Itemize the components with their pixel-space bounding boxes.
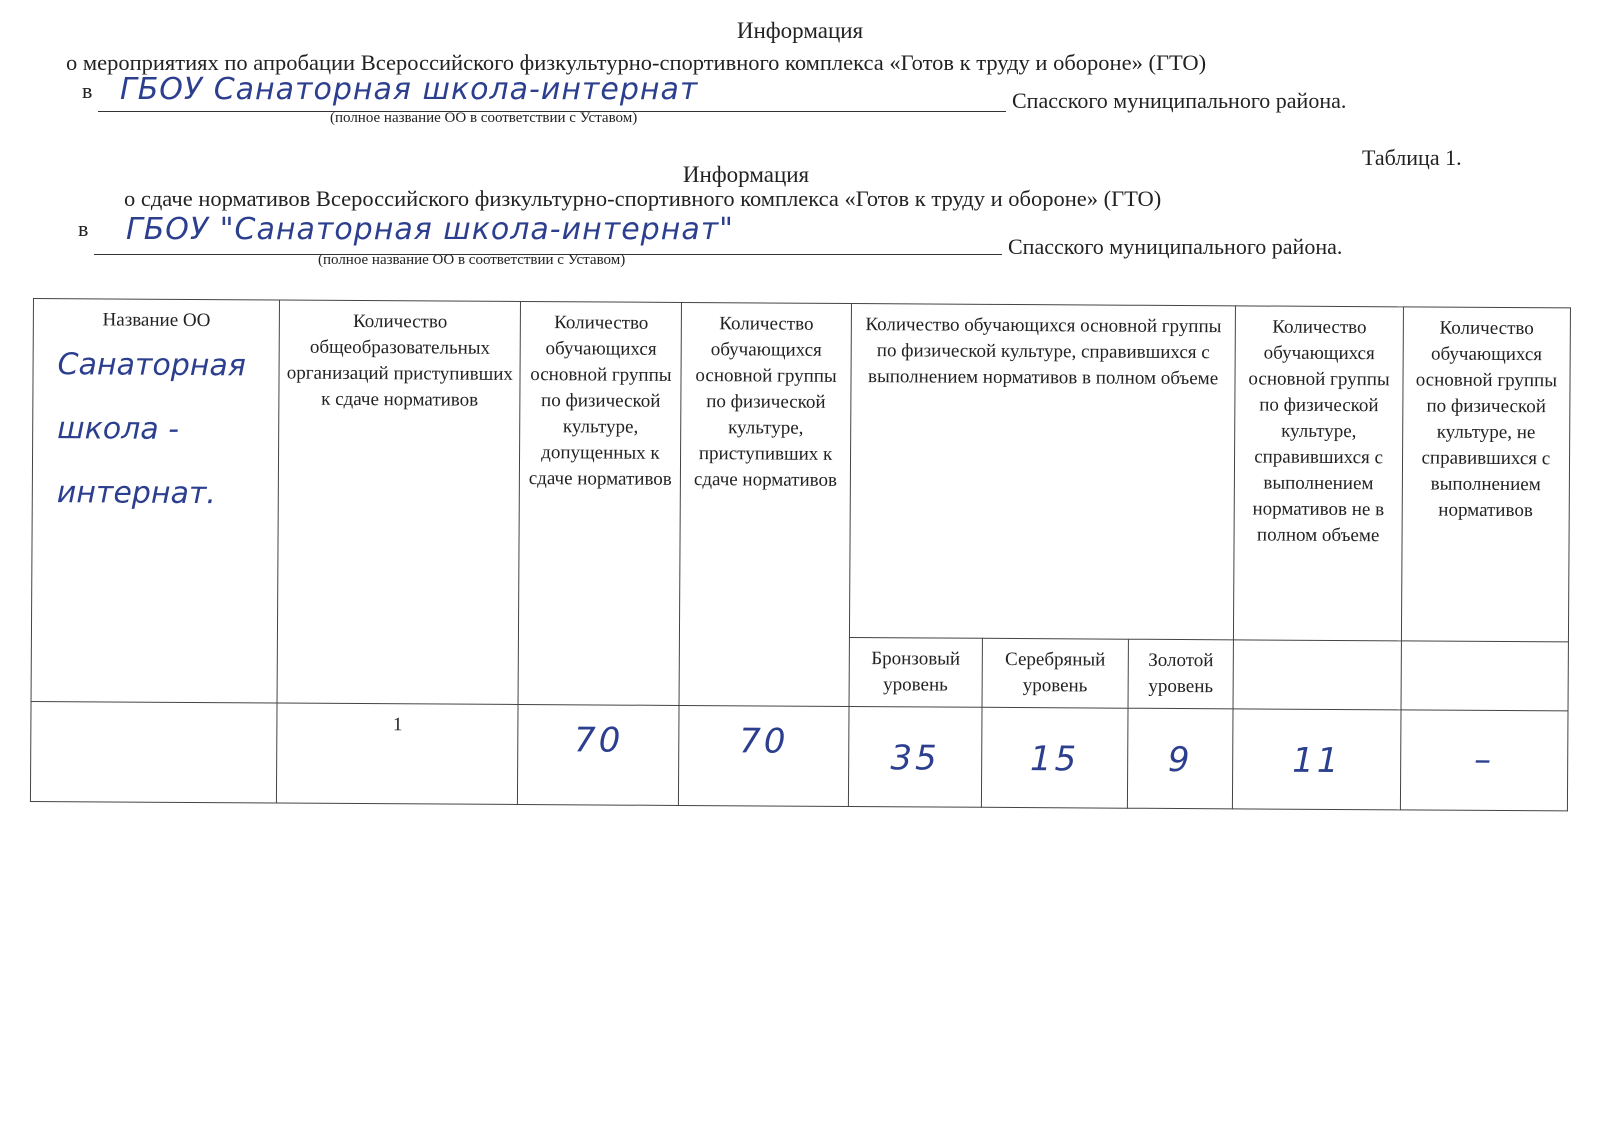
header-failed: Количество обучающихся основной группы по физической культуре, не справившихся с выполнением нормативов [1401, 307, 1570, 642]
doc1-handwritten-name: ГБОУ Санаторная школа-интернат [120, 72, 699, 107]
row-name-handwritten: Санаторная школа - интернат. [56, 347, 246, 512]
cell-orgs: 1 [277, 703, 519, 804]
cell-started: 70 [679, 705, 849, 806]
header-name: Название ОО Санаторная школа - интернат. [31, 299, 280, 703]
doc2-caption: (полное название ОО в соответствии с Уставом) [318, 252, 626, 268]
cell-gold: 9 [1127, 708, 1233, 809]
doc1-suffix: Спасского муниципального района. [1012, 88, 1347, 113]
doc1-subtitle: о мероприятиях по апробации Всероссийского физкультурно-спортивного комплекса «Готов к труду и обороне» (ГТО) [66, 50, 1207, 75]
subheader-partial-empty [1233, 640, 1401, 710]
subheader-failed-empty [1401, 641, 1569, 711]
header-admitted: Количество обучающихся основной группы по физической культуре, допущенных к сдаче нормативов [518, 301, 682, 705]
subheader-gold: Золотой уровень [1128, 639, 1234, 709]
doc1-caption: (полное название ОО в соответствии с Уставом) [330, 110, 638, 126]
header-partial: Количество обучающихся основной группы по физической культуре, справившихся с выполнением нормативов не в полном объеме [1234, 306, 1403, 641]
cell-partial: 11 [1233, 709, 1401, 810]
table-label: Таблица 1. [1362, 145, 1462, 170]
doc2-suffix: Спасского муниципального района. [1008, 234, 1343, 259]
doc2-handwritten-name: ГБОУ "Санаторная школа-интернат" [126, 212, 734, 247]
doc1-title: Информация [736, 18, 864, 43]
header-orgs: Количество общеобразовательных организаций приступивших к сдаче нормативов [277, 300, 521, 704]
doc2-title: Информация [682, 162, 810, 187]
cell-failed: – [1400, 710, 1568, 811]
header-started: Количество обучающихся основной группы по физической культуре, приступивших к сдаче нормативов [679, 302, 851, 706]
cell-name-empty [30, 701, 277, 803]
doc2-prefix: в [78, 216, 89, 241]
subheader-bronze: Бронзовый уровень [849, 637, 983, 707]
cell-silver: 15 [981, 707, 1127, 808]
doc1-prefix: в [82, 78, 93, 103]
header-full: Количество обучающихся основной группы по физической культуре, справившихся с выполнением нормативов в полном объеме [849, 303, 1236, 639]
cell-bronze: 35 [848, 706, 982, 807]
subheader-silver: Серебряный уровень [982, 638, 1128, 708]
doc2-subtitle: о сдаче нормативов Всероссийского физкультурно-спортивного комплекса «Готов к труду и обороне» (ГТО) [124, 186, 1162, 211]
cell-admitted: 70 [518, 704, 680, 805]
gto-results-table [30, 298, 1571, 811]
